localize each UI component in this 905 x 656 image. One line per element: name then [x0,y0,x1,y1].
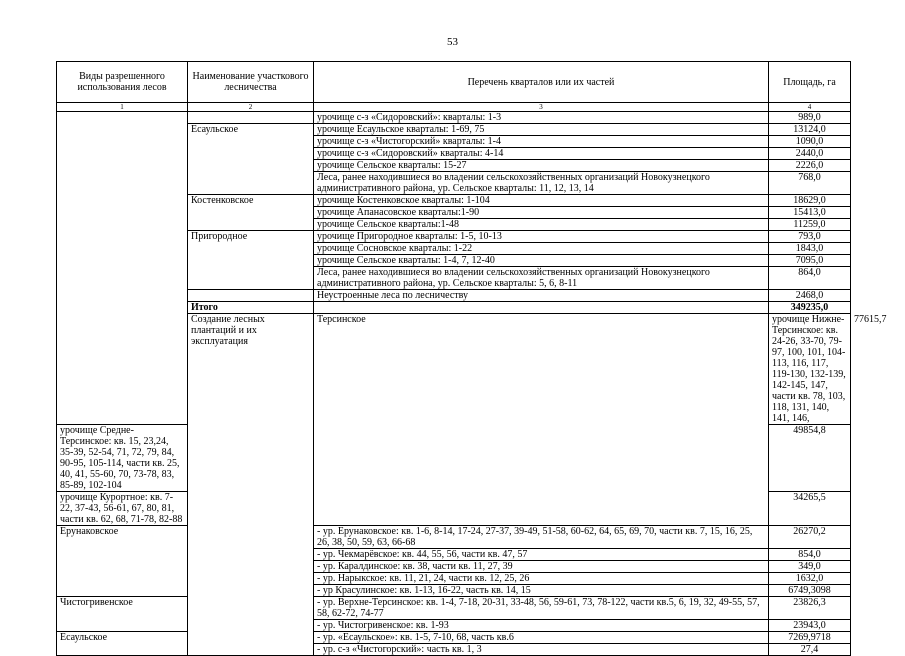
total-area: 349235,0 [769,302,851,314]
use-type-cell: Создание лесных плантаций и их эксплуатация [188,314,314,656]
table-row [57,632,851,644]
area-cell: 854,0 [769,549,851,561]
total-label: Итого [188,302,314,314]
area-cell: 27,4 [769,644,851,656]
area-cell: 11259,0 [769,219,851,231]
quarters-cell: урочище Есаульское кварталы: 1-69, 75 [314,124,769,136]
column-number: 2 [188,103,314,112]
quarters-cell: - ур Красулинское: кв. 1-13, 16-22, часть кв. 14, 15 [314,585,769,597]
header-use-type: Виды разрешенного использования лесов [57,62,188,103]
quarters-cell: - ур. Чистогривенское: кв. 1-93 [314,620,769,632]
forestry-cell: Есаульское [57,632,188,656]
quarters-cell: урочище Апанасовское кварталы:1-90 [314,207,769,219]
quarters-cell: урочище Сосновское кварталы: 1-22 [314,243,769,255]
forestry-cell: Костенковское [188,195,314,231]
page-number: 53 [447,36,458,48]
area-cell: 23943,0 [769,620,851,632]
area-cell: 18629,0 [769,195,851,207]
forest-quarters-table [56,61,887,656]
forestry-cell: Пригородное [188,231,314,290]
column-number-row [57,103,851,112]
table-header-row [57,62,851,103]
quarters-cell: урочище Курортное: кв. 7-22, 37-43, 56-61, 67, 80, 81, части кв. 62, 68, 71-78, 82-88 [57,492,188,526]
column-number: 1 [57,103,188,112]
area-cell: 1632,0 [769,573,851,585]
area-cell: 15413,0 [769,207,851,219]
area-cell: 2226,0 [769,160,851,172]
area-cell: 7269,9718 [769,632,851,644]
quarters-cell: - ур. «Есаульское»: кв. 1-5, 7-10, 68, часть кв.6 [314,632,769,644]
quarters-cell: Неустроенные леса по лесничеству [314,290,769,302]
forestry-cell: Терсинское [314,314,769,526]
area-cell: 1090,0 [769,136,851,148]
area-cell: 49854,8 [769,425,851,492]
forestry-cell: Ерунаковское [57,526,188,597]
area-cell: 864,0 [769,267,851,290]
quarters-cell: урочище с-з «Чистогорский» кварталы: 1-4 [314,136,769,148]
column-number: 3 [314,103,769,112]
header-forestry-name: Наименование участкового лесничества [188,62,314,103]
header-area: Площадь, га [769,62,851,103]
quarters-cell [314,302,769,314]
area-cell: 6749,3098 [769,585,851,597]
quarters-cell: - ур. Каралдинское: кв. 38, части кв. 11, 27, 39 [314,561,769,573]
quarters-cell: Леса, ранее находившиеся во владении сельскохозяйственных организаций Новокузнецкого административного района, ур. Сельское кварталы: 11, 12, 13, 14 [314,172,769,195]
quarters-cell: урочище Сельское кварталы: 15-27 [314,160,769,172]
table-row [57,526,851,549]
area-cell: 2440,0 [769,148,851,160]
area-cell: 793,0 [769,231,851,243]
quarters-cell: урочище с-з «Сидоровский» кварталы: 4-14 [314,148,769,160]
forestry-cell [188,290,314,302]
quarters-cell: - ур. Чекмарёвское: кв. 44, 55, 56, части кв. 47, 57 [314,549,769,561]
quarters-cell: - ур. с-з «Чистогорский»: часть кв. 1, 3 [314,644,769,656]
quarters-cell: урочище с-з «Сидоровский»: кварталы: 1-3 [314,112,769,124]
header-quarters-list: Перечень кварталов или их частей [314,62,769,103]
area-cell: 23826,3 [769,597,851,620]
area-cell: 7095,0 [769,255,851,267]
quarters-cell: - ур. Нарыкское: кв. 11, 21, 24, части кв. 12, 25, 26 [314,573,769,585]
table-row [57,597,851,620]
use-type-cell [57,112,188,425]
forestry-cell: Чистогривенское [57,597,188,632]
column-number: 4 [769,103,851,112]
quarters-cell: урочище Средне-Терсинское: кв. 15, 23,24, 35-39, 52-54, 71, 72, 79, 84, 90-95, 105-114, части кв. 25, 40, 41, 55-60, 70, 73-78, 83, 85-89, 102-104 [57,425,188,492]
table-row: Создание лесных плантаций и их эксплуатация Терсинское урочище Нижне-Терсинское: кв. 24-26, 33-70, 79-97, 100, 101, 104-113, 116, 117, 119-130, 132-139, 142-145, 147, части кв. 78, 103, 118, 131, 140, 141, 146, 77615,7 [57,314,851,425]
table-row [57,112,851,124]
quarters-cell: урочище Сельское кварталы: 1-4, 7, 12-40 [314,255,769,267]
quarters-cell: урочище Пригородное кварталы: 1-5, 10-13 [314,231,769,243]
area-cell: 34265,5 [769,492,851,526]
quarters-cell: урочище Костенковское кварталы: 1-104 [314,195,769,207]
area-cell: 1843,0 [769,243,851,255]
area-cell: 349,0 [769,561,851,573]
quarters-cell: - ур. Верхне-Терсинское: кв. 1-4, 7-18, 20-31, 33-48, 56, 59-61, 73, 78-122, части кв.5, 6, 19, 32, 49-55, 57, 58, 62-72, 74-77 [314,597,769,620]
area-cell: 768,0 [769,172,851,195]
forestry-cell: Есаульское [188,124,314,195]
area-cell: 26270,2 [769,526,851,549]
forestry-cell [188,112,314,124]
area-cell: 2468,0 [769,290,851,302]
area-cell: 989,0 [769,112,851,124]
quarters-cell: урочище Сельское кварталы:1-48 [314,219,769,231]
quarters-cell: Леса, ранее находившиеся во владении сельскохозяйственных организаций Новокузнецкого административного района, ур. Сельское кварталы: 5, 6, 8-11 [314,267,769,290]
quarters-cell: - ур. Ерунаковское: кв. 1-6, 8-14, 17-24, 27-37, 39-49, 51-58, 60-62, 64, 65, 69, 70, части кв. 7, 15, 16, 25, 26, 38, 50, 59, 63, 66-68 [314,526,769,549]
quarters-cell: урочище Нижне-Терсинское: кв. 24-26, 33-70, 79-97, 100, 101, 104-113, 116, 117, 119-130, 132-139, 142-145, 147, части кв. 78, 103, 118, 131, 140, 141, 146, [769,314,851,425]
area-cell: 13124,0 [769,124,851,136]
